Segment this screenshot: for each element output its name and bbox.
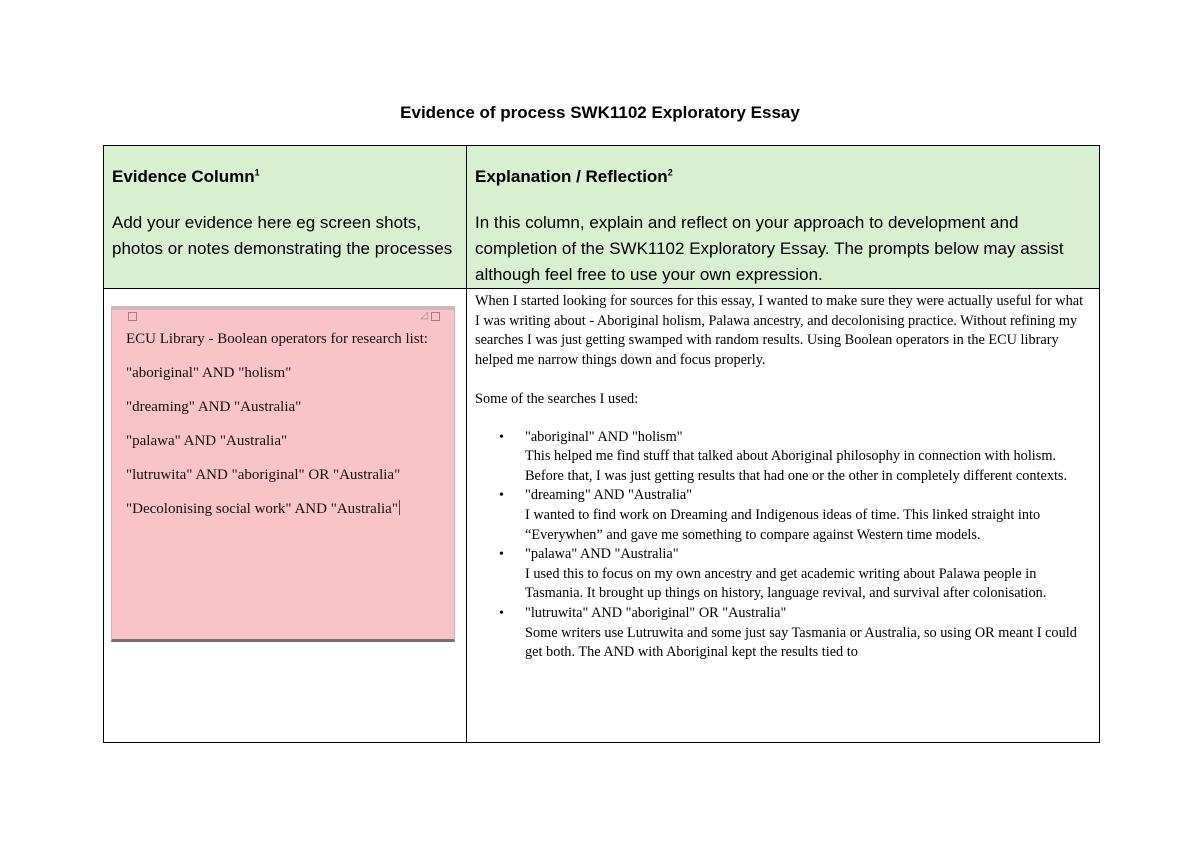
- search-explanation: Some writers use Lutruwita and some just say Tasmania or Australia, so using OR meant I could get both. The AND with Aboriginal kept the results tied to: [525, 624, 1077, 661]
- evidence-column-header: [104, 146, 467, 289]
- search-query: • "palawa" AND "Australia": [525, 546, 679, 563]
- text-cursor: [399, 500, 400, 515]
- list-item: [525, 486, 1091, 545]
- reflection-column-description: In this column, explain and reflect on your approach to development and completion of the SWK1102 Exploratory Essay. The prompts below may assist although feel free to use your own expression.: [475, 213, 1064, 284]
- sticky-note-search: "Decolonising social work" AND "Australia": [126, 501, 398, 517]
- reflection-lead: Some of the searches I used:: [475, 390, 639, 407]
- sticky-note-search: "palawa" AND "Australia": [126, 433, 288, 449]
- list-item: [525, 428, 1091, 487]
- search-query: • "dreaming" AND "Australia": [525, 487, 693, 504]
- search-query: • "lutruwita" AND "aboriginal" OR "Australia": [525, 604, 787, 621]
- maximize-icon: [431, 312, 440, 321]
- table-header-row: [104, 146, 1100, 289]
- footnote-ref-2: 2: [667, 167, 673, 178]
- search-explanation: I wanted to find work on Dreaming and Indigenous ideas of time. This linked straight into “Everywhen” and gave me something to compare against Western time models.: [525, 506, 1041, 543]
- search-list: [475, 428, 1091, 663]
- search-explanation: This helped me find stuff that talked about Aboriginal philosophy in connection with holism. Before that, I was just getting results that had one or the other in completely different contexts.: [525, 448, 1068, 484]
- search-explanation: I used this to focus on my own ancestry and get academic writing about Palawa people in Tasmania. It brought up things on history, language revival, and survival after colonisation.: [525, 565, 1047, 602]
- document-title: Evidence of process SWK1102 Exploratory Essay: [400, 103, 800, 122]
- sticky-note-screenshot: [111, 306, 455, 642]
- evidence-column-title: Evidence Column: [112, 167, 255, 186]
- list-item: [525, 545, 1091, 604]
- evidence-cell: [104, 289, 467, 743]
- evidence-table: [103, 145, 1100, 743]
- close-icon: [128, 312, 137, 321]
- evidence-column-description: Add your evidence here eg screen shots, photos or notes demonstrating the processes: [112, 213, 453, 258]
- reflection-column-title: Explanation / Reflection: [475, 167, 668, 186]
- reflection-cell: [467, 289, 1100, 743]
- list-item: [525, 604, 1091, 663]
- table-body-row: [104, 289, 1100, 743]
- search-query: • "aboriginal" AND "holism": [525, 428, 683, 445]
- reflection-intro: When I started looking for sources for this essay, I wanted to make sure they were actually useful for what I was writing about - Aboriginal holism, Palawa ancestry, and decolonising practice. Without refining my searches I was just getting swamped with random results. Using Boolean operators in the ECU library helped me narrow things down and focus properly.: [475, 293, 1084, 368]
- reflection-column-header: [467, 146, 1100, 289]
- resize-icon: ◿: [420, 310, 428, 321]
- sticky-note-search: "lutruwita" AND "aboriginal" OR "Australia": [126, 467, 401, 483]
- sticky-note-search: "dreaming" AND "Australia": [126, 399, 302, 415]
- footnote-ref-1: 1: [254, 167, 260, 178]
- sticky-note-search: "aboriginal" AND "holism": [126, 365, 292, 381]
- sticky-note-heading: ECU Library - Boolean operators for research list:: [126, 331, 428, 347]
